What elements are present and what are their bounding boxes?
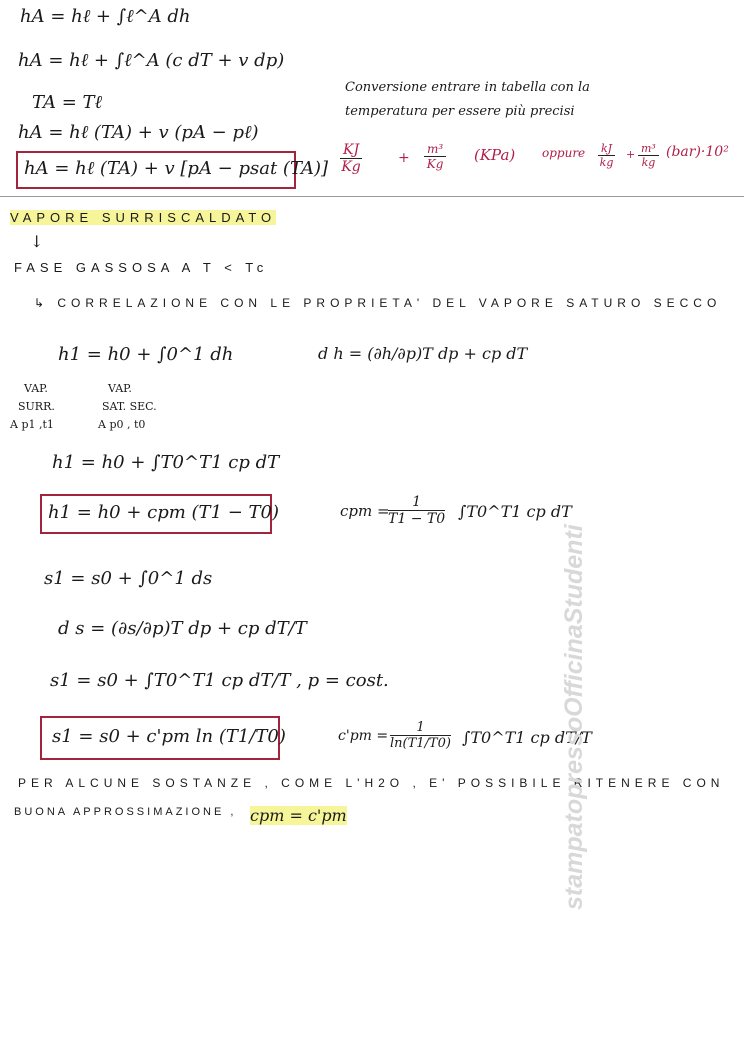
- units-kpa: (KPa): [474, 146, 516, 164]
- label-p0t0: A p0 , t0: [98, 418, 146, 431]
- units-kg2: Kg: [426, 157, 444, 171]
- eq-h1-cpdT: h1 = h0 + ∫T0^T1 cp dT: [52, 452, 280, 473]
- note-line1: Conversione entrare in tabella con la: [345, 80, 590, 95]
- label-vap1: VAP.: [24, 382, 48, 395]
- eq-h1-integral: h1 = h0 + ∫0^1 dh: [58, 344, 234, 365]
- conclusion-line2: BUONA APPROSSIMAZIONE ,: [14, 806, 237, 818]
- eq-T-equal: TA = Tℓ: [32, 92, 103, 113]
- eq-dh: d h = (∂h/∂p)T dp + cp dT: [318, 344, 528, 363]
- cpm-equality: cpm = c'pm: [250, 806, 347, 825]
- units-m3-kg: [424, 142, 446, 171]
- units-kj: KJ: [340, 142, 362, 159]
- eq-h1-cpm: h1 = h0 + cpm (T1 − T0): [48, 502, 280, 523]
- units-bar: (bar)·10²: [666, 144, 729, 160]
- correlation-label: ↳ CORRELAZIONE CON LE PROPRIETA' DEL VAPORE SATURO SECCO: [34, 296, 722, 310]
- eq-h-integral: hA = hℓ + ∫ℓ^A dh: [20, 6, 191, 27]
- units-kg: Kg: [341, 159, 361, 175]
- eq-s1-integral: s1 = s0 + ∫0^1 ds: [44, 568, 213, 589]
- label-vap2: VAP.: [108, 382, 132, 395]
- units-plus: +: [398, 150, 410, 166]
- cpm-fraction: [388, 494, 445, 527]
- units-m3b: m³: [638, 142, 659, 156]
- label-sat-sec: SAT. SEC.: [102, 400, 157, 413]
- units-m3: m³: [424, 142, 446, 157]
- eq-h-cdT-vdp: hA = hℓ + ∫ℓ^A (c dT + v dp): [18, 50, 285, 71]
- cpm2-num: 1: [390, 720, 451, 736]
- eq-h-psat: hA = hℓ (TA) + v [pA − psat (TA)]: [24, 158, 329, 179]
- units-kg3: kg: [599, 156, 614, 169]
- units-kj2: kJ: [598, 142, 615, 156]
- eq-ds: d s = (∂s/∂p)T dp + cp dT/T: [58, 618, 307, 639]
- label-p1t1: A p1 ,t1: [10, 418, 54, 431]
- down-arrow: ↓: [30, 232, 44, 251]
- cpm2-integral: ∫T0^T1 cp dT/T: [462, 728, 592, 747]
- label-surr: SURR.: [18, 400, 55, 413]
- cpm-integral: ∫T0^T1 cp dT: [458, 502, 572, 521]
- cpm-label: cpm =: [340, 502, 390, 520]
- section-title: VAPORE SURRISCALDATO: [10, 210, 277, 225]
- units-oppure: oppure: [542, 146, 586, 160]
- conclusion-line1: PER ALCUNE SOSTANZE , COME L'H2O , E' POSSIBILE RITENERE CON: [18, 776, 725, 790]
- units-kj-kg: [340, 142, 362, 175]
- watermark: stampatopressoOfficinaStudenti: [560, 524, 588, 910]
- cpm2-den: ln(T1/T0): [390, 736, 451, 751]
- eq-s1-cpm: s1 = s0 + c'pm ln (T1/T0): [52, 726, 286, 747]
- section-divider: [0, 196, 744, 197]
- eq-s1-cpdT: s1 = s0 + ∫T0^T1 cp dT/T , p = cost.: [50, 670, 389, 691]
- units-kg4: kg: [641, 156, 656, 169]
- units-m3-kg2: [638, 142, 659, 169]
- note-line2: temperatura per essere più precisi: [345, 104, 575, 119]
- cpm-den: T1 − T0: [388, 511, 446, 527]
- eq-h-pressure: hA = hℓ (TA) + v (pA − pℓ): [18, 122, 259, 143]
- cpm-num: 1: [388, 494, 445, 511]
- cpm2-fraction: [390, 720, 451, 751]
- cpm2-label: c'pm =: [338, 728, 389, 744]
- phase-label: FASE GASSOSA A T < Tc: [14, 260, 269, 275]
- units-plus2: +: [626, 148, 636, 161]
- units-kj-kg2: [598, 142, 615, 169]
